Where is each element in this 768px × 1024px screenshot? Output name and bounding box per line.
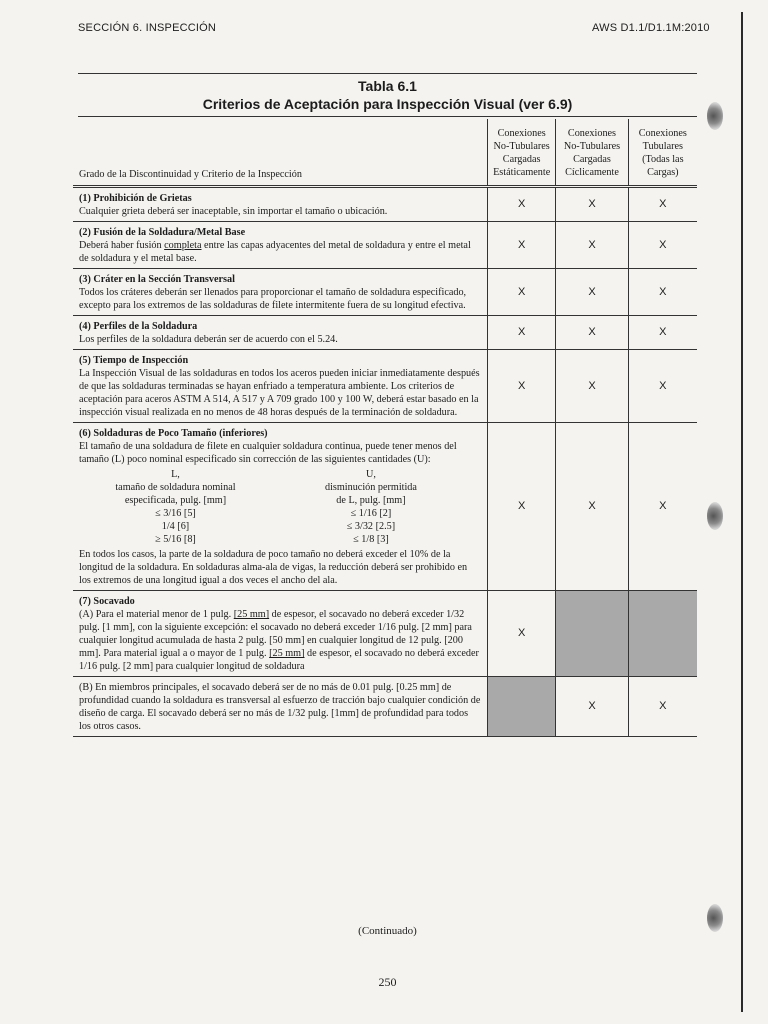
acceptance-criteria-table — [73, 119, 697, 737]
table-title — [78, 77, 697, 113]
table-row — [73, 677, 697, 737]
underlined-text: completa — [164, 240, 202, 251]
body-text: entre las capas adyacentes del metal de soldadura y entre el metal de soldadura y el metal base. — [79, 240, 471, 264]
mark-cell: X — [556, 187, 628, 222]
header-text: Cargas) — [647, 167, 679, 178]
page-number: 250 — [378, 975, 397, 989]
criterion-cell — [73, 269, 487, 316]
size-column — [79, 468, 272, 546]
table-row — [73, 350, 697, 423]
mark-cell: X — [487, 269, 555, 316]
reduction-line: ≤ 1/16 [2] — [350, 508, 392, 519]
criterion-title: (4) Perfiles de la Soldadura — [79, 321, 198, 332]
criterion-cell — [73, 350, 487, 423]
mark-cell: X — [628, 222, 697, 269]
binding-edge — [741, 12, 743, 1012]
criterion-body: Todos los cráteres deberán ser llenados para proporcionar el tamaño de soldadura especificado, excepto para los extremos de las soldaduras de filete intermitente fuera de su longitud efectiva. — [79, 287, 467, 311]
title-bottom-rule — [78, 116, 697, 117]
criterion-body: (B) En miembros principales, el socavado deberá ser de no más de 0.01 pulg. [0.25 mm] de profundidad cuando la soldadura es transversal al esfuerzo de tracción bajo cualquier condición de diseño de carga. El socavado deberá ser no más de 1/32 pulg. [1mm] de profundidad para todos los otros casos. — [79, 682, 481, 732]
header-col-cyclic — [556, 119, 628, 187]
reduction-line: de L, pulg. [mm] — [336, 495, 406, 506]
table-row — [73, 222, 697, 269]
criterion-title: (3) Cráter en la Sección Transversal — [79, 274, 235, 285]
reduction-line: ≤ 1/8 [3] — [353, 534, 389, 545]
criterion-title: (5) Tiempo de Inspección — [79, 355, 189, 366]
punch-hole-top — [707, 102, 723, 130]
title-top-rule — [78, 73, 697, 74]
size-line: L, — [171, 469, 180, 480]
criterion-title: (2) Fusión de la Soldadura/Metal Base — [79, 227, 246, 238]
criterion-cell — [73, 316, 487, 350]
underlined-text: [25 mm] — [233, 609, 270, 620]
mark-cell: X — [487, 187, 555, 222]
body-text: de espesor, el socavado no deberá exceder 1/32 pulg. [1 mm], con la siguiente excepción: el socavado no deberá exceder 1/16 pulg. [2 mm] para cualquier longitud acumulada de hasta 2 pulg. [50 mm] en cualquier longitud de 12 pulg. [200 mm]. Para material igual a o mayor de 1 pulg. — [79, 609, 472, 659]
table-caption: Criterios de Aceptación para Inspección Visual (ver 6.9) — [202, 96, 573, 112]
table-row — [73, 316, 697, 350]
header-text: Cíclicamente — [565, 167, 619, 178]
header-text: Estáticamente — [493, 167, 551, 178]
mark-cell: X — [628, 316, 697, 350]
mark-cell: X — [556, 677, 628, 737]
mark-cell: X — [556, 222, 628, 269]
underlined-text: [25 mm] — [269, 648, 305, 659]
mark-cell: X — [487, 591, 555, 677]
reduction-column — [274, 468, 467, 546]
header-text: Conexiones — [567, 128, 617, 139]
mark-cell: X — [628, 677, 697, 737]
not-applicable-cell — [556, 591, 628, 677]
section-header: SECCIÓN 6. INSPECCIÓN — [78, 22, 217, 34]
size-line: ≤ 3/16 [5] — [155, 508, 196, 519]
mark-cell: X — [556, 269, 628, 316]
header-text: No-Tubulares — [563, 141, 621, 152]
reduction-line: ≤ 3/32 [2.5] — [346, 521, 396, 532]
header-col-static — [487, 119, 555, 187]
mark-cell: X — [487, 222, 555, 269]
mark-cell: X — [628, 269, 697, 316]
mark-cell: X — [628, 350, 697, 423]
mark-cell: X — [556, 423, 628, 591]
punch-hole-middle — [707, 502, 723, 530]
header-text: Tubulares — [642, 141, 684, 152]
header-col-tubular — [628, 119, 697, 187]
table-header-row — [73, 119, 697, 187]
header-text: Cargadas — [502, 154, 541, 165]
header-text: Conexiones — [638, 128, 687, 139]
reduction-line: U, — [366, 469, 376, 480]
header-desc: Grado de la Discontinuidad y Criterio de la Inspección — [79, 169, 302, 180]
mark-cell: X — [628, 423, 697, 591]
size-line: ≥ 5/16 [8] — [155, 534, 196, 545]
header-text: No-Tubulares — [493, 141, 550, 152]
criterion-body — [79, 239, 481, 265]
header-desc-cell — [73, 119, 487, 187]
criterion-title: (6) Soldaduras de Poco Tamaño (inferiores) — [79, 428, 268, 439]
reduction-line: disminución permitida — [324, 482, 417, 493]
not-applicable-cell — [487, 677, 555, 737]
mark-cell: X — [556, 316, 628, 350]
criterion-cell — [73, 222, 487, 269]
body-text: de espesor, el socavado no deberá exceder 1/16 pulg. [2 mm] para cualquier longitud de soldadura — [79, 648, 479, 672]
standard-code: AWS D1.1/D1.1M:2010 — [592, 22, 710, 34]
mark-cell: X — [628, 187, 697, 222]
criterion-body: Los perfiles de la soldadura deberán ser de acuerdo con el 5.24. — [79, 334, 338, 345]
criterion-body — [79, 608, 481, 673]
size-reduction-table — [79, 468, 481, 546]
mark-cell: X — [487, 423, 555, 591]
table-row — [73, 423, 697, 591]
mark-cell: X — [487, 316, 555, 350]
mark-cell: X — [556, 350, 628, 423]
criterion-title: (7) Socavado — [79, 596, 135, 607]
header-text: Cargadas — [573, 154, 611, 165]
size-line: 1/4 [6] — [161, 521, 190, 532]
mark-cell: X — [487, 350, 555, 423]
criterion-cell — [73, 677, 487, 737]
criterion-cell — [73, 187, 487, 222]
criterion-body: La Inspección Visual de las soldaduras en todos los aceros pueden iniciar inmediatamente después de que las soldaduras terminadas se hayan enfriado a temperatura ambiente. Los criterios de aceptación para aceros ASTM A 514, A 517 y A 709 grado 100 y 100 W, deberá estar basado en la inspección visual realizada en no menos de 48 horas después de la terminación de soldadura. — [79, 368, 480, 418]
table-row — [73, 591, 697, 677]
punch-hole-bottom — [707, 904, 723, 932]
criterion-body: En todos los casos, la parte de la soldadura de poco tamaño no deberá exceder el 10% de la longitud de la soldadura. En soldaduras alma-ala de vigas, la reducción deberá ser prohibido en los extremos de una longitud igual a dos veces el ancho del ala. — [79, 549, 468, 586]
criterion-title: (1) Prohibición de Grietas — [79, 193, 192, 204]
body-text: (A) Para el material menor de 1 pulg. — [79, 609, 234, 620]
criterion-body: El tamaño de una soldadura de filete en cualquier soldadura continua, puede tener menos del tamaño (L) poco nominal especificado sin corrección de las siguientes cantidades (U): — [79, 441, 457, 465]
header-text: Conexiones — [497, 128, 546, 139]
criterion-body: Cualquier grieta deberá ser inaceptable, sin importar el tamaño o ubicación. — [79, 206, 388, 217]
criterion-cell — [73, 423, 487, 591]
size-line: especificada, pulg. [mm] — [124, 495, 227, 506]
table-number: Tabla 6.1 — [358, 78, 417, 94]
table-row — [73, 187, 697, 222]
body-text: Deberá haber fusión — [79, 240, 165, 251]
header-text: (Todas las — [642, 154, 684, 165]
not-applicable-cell — [628, 591, 697, 677]
size-line: tamaño de soldadura nominal — [115, 482, 236, 493]
continued-note: (Continuado) — [358, 925, 417, 937]
criterion-cell — [73, 591, 487, 677]
table-row — [73, 269, 697, 316]
